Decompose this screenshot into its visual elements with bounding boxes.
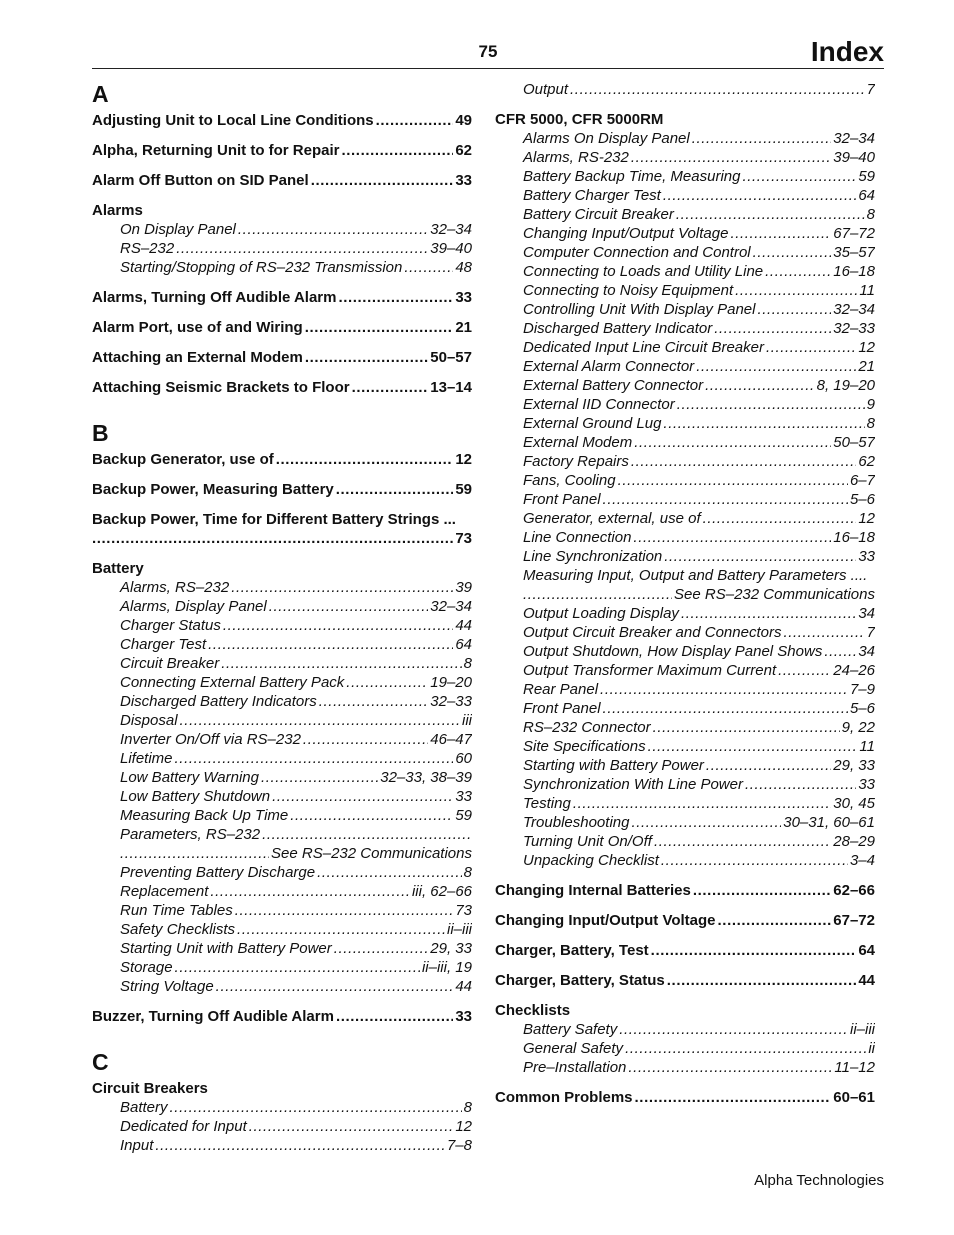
index-subentry: Battery Backup Time, Measuring ..... 59 xyxy=(495,167,875,186)
index-subentry: Battery Safety ..... ii–iii xyxy=(495,1020,875,1039)
index-subentry: Starting/Stopping of RS–232 Transmission ..... 48 xyxy=(92,258,472,277)
index-entry: Alarm Port, use of and Wiring ..... 21 xyxy=(92,318,472,337)
index-subentry: Dedicated Input Line Circuit Breaker ..... 12 xyxy=(495,338,875,357)
index-entry: Attaching Seismic Brackets to Floor ..... 13–14 xyxy=(92,378,472,397)
index-subentry: Safety Checklists ..... ii–iii xyxy=(92,920,472,939)
index-subentry: Output Circuit Breaker and Connectors ..... 7 xyxy=(495,623,875,642)
page-header xyxy=(92,36,884,69)
index-entry: Charger, Battery, Test ..... 64 xyxy=(495,941,875,960)
index-subentry: Lifetime ..... 60 xyxy=(92,749,472,768)
index-heading: Checklists xyxy=(495,1002,571,1019)
index-subentry: Turning Unit On/Off ..... 28–29 xyxy=(495,832,875,851)
page-title: Index xyxy=(810,36,884,67)
index-subentry: Disposal ..... iii xyxy=(92,711,472,730)
index-subentry: Output Loading Display ..... 34 xyxy=(495,604,875,623)
index-subentry: Controlling Unit With Display Panel ..... 32–34 xyxy=(495,300,875,319)
index-subentry: Storage ..... ii–iii, 19 xyxy=(92,958,472,977)
index-subentry: Starting Unit with Battery Power ..... 29, 33 xyxy=(92,939,472,958)
index-subentry: Fans, Cooling ..... 6–7 xyxy=(495,471,875,490)
index-subentry: Line Connection ..... 16–18 xyxy=(495,528,875,547)
index-subentry: Unpacking Checklist ..... 3–4 xyxy=(495,851,875,870)
index-entry: Alarms, Turning Off Audible Alarm ..... 33 xyxy=(92,288,472,307)
index-heading: Backup Power, Time for Different Battery Strings ... xyxy=(92,511,456,528)
index-subentry: Factory Repairs ..... 62 xyxy=(495,452,875,471)
index-subentry: Battery Circuit Breaker ..... 8 xyxy=(495,205,875,224)
index-subentry: Preventing Battery Discharge ..... 8 xyxy=(92,863,472,882)
index-entry: Alarm Off Button on SID Panel ..... 33 xyxy=(92,171,472,190)
index-subentry: Alarms, RS-232 ..... 39–40 xyxy=(495,148,875,167)
footer-company: Alpha Technologies xyxy=(754,1172,884,1189)
index-entry: Attaching an External Modem ..... 50–57 xyxy=(92,348,472,367)
index-subentry: Output ..... 7 xyxy=(495,80,875,99)
index-subentry: Discharged Battery Indicator ..... 32–33 xyxy=(495,319,875,338)
index-subentry: Pre–Installation ..... 11–12 xyxy=(495,1058,875,1077)
index-subentry: Input ..... 7–8 xyxy=(92,1136,472,1155)
index-subentry: Battery Charger Test ..... 64 xyxy=(495,186,875,205)
index-subentry: Measuring Back Up Time ..... 59 xyxy=(92,806,472,825)
index-subentry: Alarms On Display Panel ..... 32–34 xyxy=(495,129,875,148)
index-subentry: Testing ..... 30, 45 xyxy=(495,794,875,813)
page-number: 75 xyxy=(478,42,498,61)
section-letter-b: B xyxy=(92,420,109,446)
index-subentry: Alarms, Display Panel ..... 32–34 xyxy=(92,597,472,616)
index-subentry: Line Synchronization ..... 33 xyxy=(495,547,875,566)
index-subentry: Changing Input/Output Voltage ..... 67–72 xyxy=(495,224,875,243)
index-subentry: External Alarm Connector ..... 21 xyxy=(495,357,875,376)
index-subentry: Output Shutdown, How Display Panel Shows ..... 34 xyxy=(495,642,875,661)
index-heading: Alarms xyxy=(92,202,143,219)
index-subentry: String Voltage ..... 44 xyxy=(92,977,472,996)
index-subentry: Run Time Tables ..... 73 xyxy=(92,901,472,920)
index-subentry: External IID Connector ..... 9 xyxy=(495,395,875,414)
index-subentry: Charger Test ..... 64 xyxy=(92,635,472,654)
index-subentry: Computer Connection and Control ..... 35–57 xyxy=(495,243,875,262)
index-entry: Alpha, Returning Unit to for Repair ..... 62 xyxy=(92,141,472,160)
index-subentry: Troubleshooting ..... 30–31, 60–61 xyxy=(495,813,875,832)
index-subentry: Low Battery Warning ..... 32–33, 38–39 xyxy=(92,768,472,787)
index-entry: Adjusting Unit to Local Line Conditions ..... 49 xyxy=(92,111,472,130)
index-entry: Backup Power, Measuring Battery ..... 59 xyxy=(92,480,472,499)
index-subentry: Charger Status ..... 44 xyxy=(92,616,472,635)
index-subentry: External Battery Connector ..... 8, 19–20 xyxy=(495,376,875,395)
index-subentry: Parameters, RS–232 ..... xyxy=(92,825,472,844)
index-subentry: Replacement ..... iii, 62–66 xyxy=(92,882,472,901)
index-subentry: Connecting to Noisy Equipment ..... 11 xyxy=(495,281,875,300)
index-subentry: Low Battery Shutdown ..... 33 xyxy=(92,787,472,806)
index-subentry: Connecting External Battery Pack ..... 19–20 xyxy=(92,673,472,692)
index-subentry: Generator, external, use of ..... 12 xyxy=(495,509,875,528)
index-subentry: Circuit Breaker ..... 8 xyxy=(92,654,472,673)
index-entry: Backup Generator, use of ..... 12 xyxy=(92,450,472,469)
index-entry: Charger, Battery, Status ..... 44 xyxy=(495,971,875,990)
index-subentry: Dedicated for Input ..... 12 xyxy=(92,1117,472,1136)
index-entry: Buzzer, Turning Off Audible Alarm ..... 33 xyxy=(92,1007,472,1026)
index-column-left xyxy=(92,80,472,1155)
index-subentry: RS–232 Connector ..... 9, 22 xyxy=(495,718,875,737)
index-subentry: Synchronization With Line Power ..... 33 xyxy=(495,775,875,794)
index-subentry: Alarms, RS–232 ..... 39 xyxy=(92,578,472,597)
index-entry: Changing Internal Batteries ..... 62–66 xyxy=(495,881,875,900)
index-subentry: Starting with Battery Power ..... 29, 33 xyxy=(495,756,875,775)
index-subentry: Site Specifications ..... 11 xyxy=(495,737,875,756)
index-subentry: Rear Panel ..... 7–9 xyxy=(495,680,875,699)
index-subentry: General Safety ..... ii xyxy=(495,1039,875,1058)
index-heading: CFR 5000, CFR 5000RM xyxy=(495,111,664,128)
index-subentry: Battery ..... 8 xyxy=(92,1098,472,1117)
index-subentry: External Modem ..... 50–57 xyxy=(495,433,875,452)
index-heading: Battery xyxy=(92,560,144,577)
index-subentry: Front Panel ..... 5–6 xyxy=(495,699,875,718)
index-subentry: Output Transformer Maximum Current ..... 24–26 xyxy=(495,661,875,680)
index-entry-continued: ..... 73 xyxy=(92,529,472,548)
section-letter-a: A xyxy=(92,81,109,107)
index-subentry: On Display Panel ..... 32–34 xyxy=(92,220,472,239)
index-subentry: RS–232 ..... 39–40 xyxy=(92,239,472,258)
index-subentry: Inverter On/Off via RS–232 ..... 46–47 xyxy=(92,730,472,749)
index-entry: Changing Input/Output Voltage ..... 67–72 xyxy=(495,911,875,930)
index-subentry: Measuring Input, Output and Battery Parameters .... xyxy=(523,567,868,584)
index-subentry: Connecting to Loads and Utility Line ..... 16–18 xyxy=(495,262,875,281)
index-subentry: Discharged Battery Indicators ..... 32–33 xyxy=(92,692,472,711)
index-entry: Common Problems ..... 60–61 xyxy=(495,1088,875,1107)
index-subentry-see: ..... See RS–232 Communications xyxy=(92,844,472,863)
index-subentry-see: ..... See RS–232 Communications xyxy=(495,585,875,604)
index-subentry: Front Panel ..... 5–6 xyxy=(495,490,875,509)
section-letter-c: C xyxy=(92,1049,109,1075)
index-column-right xyxy=(495,80,875,1107)
index-subentry: External Ground Lug ..... 8 xyxy=(495,414,875,433)
index-heading: Circuit Breakers xyxy=(92,1080,208,1097)
